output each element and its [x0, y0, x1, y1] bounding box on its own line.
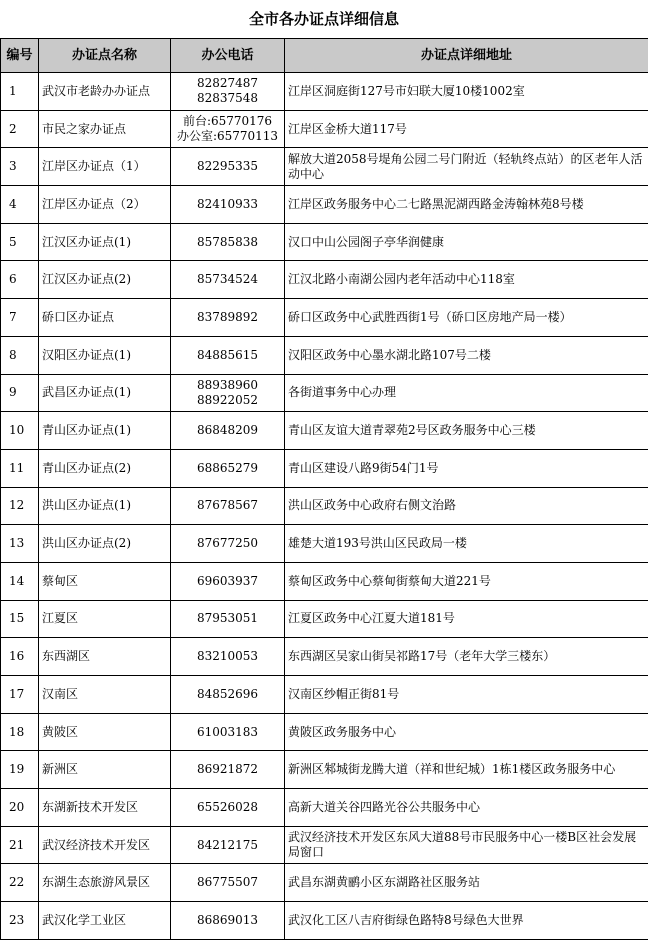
cell-address: 黄陂区政务服务中心: [285, 713, 648, 751]
phone-secondary: 88922052: [196, 392, 259, 407]
table-row: [1, 676, 648, 714]
cell-phone: [171, 562, 285, 600]
cell-phone: [171, 600, 285, 638]
cell-no: 3: [1, 148, 39, 186]
phone-secondary: 82837548: [196, 91, 259, 106]
cell-name: 东西湖区: [39, 638, 171, 676]
cell-no: 15: [1, 600, 39, 638]
phone-primary: 84852696: [196, 686, 259, 701]
cell-phone: [171, 676, 285, 714]
cell-phone: [171, 261, 285, 299]
page-title: 全市各办证点详细信息: [0, 0, 648, 39]
cell-name: 武汉市老龄办办证点: [39, 73, 171, 111]
office-table: [0, 38, 648, 940]
cell-no: 17: [1, 676, 39, 714]
cell-no: 8: [1, 336, 39, 374]
cell-address: 武昌东湖黄鹂小区东湖路社区服务站: [285, 864, 648, 902]
cell-phone: [171, 826, 285, 864]
cell-address: 洪山区政务中心政府右侧文治路: [285, 487, 648, 525]
cell-phone: [171, 223, 285, 261]
table-row: [1, 638, 648, 676]
cell-name: 东湖新技术开发区: [39, 789, 171, 827]
cell-phone: [171, 487, 285, 525]
cell-phone: [171, 299, 285, 337]
cell-no: 16: [1, 638, 39, 676]
table-row: [1, 826, 648, 864]
cell-name: 洪山区办证点(2): [39, 525, 171, 563]
cell-name: 市民之家办证点: [39, 110, 171, 148]
table-row: [1, 412, 648, 450]
cell-address: 青山区建设八路9街54门1号: [285, 449, 648, 487]
phone-primary: 84885615: [196, 347, 259, 362]
phone-primary: 69603937: [196, 573, 259, 588]
header-address: 办证点详细地址: [285, 39, 648, 73]
cell-address: 高新大道关谷四路光谷公共服务中心: [285, 789, 648, 827]
cell-address: 汉阳区政务中心墨水湖北路107号二楼: [285, 336, 648, 374]
table-row: [1, 713, 648, 751]
cell-address: 青山区友谊大道青翠苑2号区政务服务中心三楼: [285, 412, 648, 450]
cell-name: 武汉经济技术开发区: [39, 826, 171, 864]
phone-primary: 85785838: [196, 234, 259, 249]
table-row: [1, 336, 648, 374]
cell-name: 江汉区办证点(1): [39, 223, 171, 261]
cell-address: 江岸区金桥大道117号: [285, 110, 648, 148]
cell-no: 22: [1, 864, 39, 902]
header-no: 编号: [1, 39, 39, 73]
cell-no: 13: [1, 525, 39, 563]
cell-name: 江汉区办证点(2): [39, 261, 171, 299]
table-row: [1, 374, 648, 412]
phone-primary: 86775507: [196, 875, 259, 890]
cell-name: 武汉化学工业区: [39, 902, 171, 940]
table-row: [1, 223, 648, 261]
phone-primary: 61003183: [196, 724, 259, 739]
phone-primary: 82827487: [196, 76, 259, 91]
phone-primary: 82295335: [196, 159, 259, 174]
cell-address: 东西湖区吴家山街吴祁路17号（老年大学三楼东）: [285, 638, 648, 676]
cell-phone: [171, 374, 285, 412]
table-row: [1, 186, 648, 224]
cell-no: 7: [1, 299, 39, 337]
cell-phone: [171, 713, 285, 751]
cell-name: 江岸区办证点（2）: [39, 186, 171, 224]
cell-phone: [171, 789, 285, 827]
cell-phone: [171, 73, 285, 111]
phone-primary: 83210053: [196, 649, 259, 664]
phone-primary: 86869013: [196, 912, 259, 927]
cell-address: 蔡甸区政务中心蔡甸街蔡甸大道221号: [285, 562, 648, 600]
table-row: [1, 525, 648, 563]
cell-no: 2: [1, 110, 39, 148]
header-name: 办证点名称: [39, 39, 171, 73]
header-phone: 办公电话: [171, 39, 285, 73]
cell-no: 11: [1, 449, 39, 487]
cell-name: 青山区办证点(2): [39, 449, 171, 487]
table-row: [1, 789, 648, 827]
phone-primary: 82410933: [196, 196, 259, 211]
phone-primary: 前台:65770176: [182, 114, 273, 129]
cell-no: 12: [1, 487, 39, 525]
phone-primary: 87953051: [196, 611, 259, 626]
table-row: [1, 902, 648, 940]
phone-primary: 86921872: [196, 762, 259, 777]
table-row: [1, 110, 648, 148]
cell-no: 4: [1, 186, 39, 224]
table-row: [1, 449, 648, 487]
cell-name: 青山区办证点(1): [39, 412, 171, 450]
phone-primary: 68865279: [196, 460, 259, 475]
phone-primary: 83789892: [196, 309, 259, 324]
cell-phone: [171, 148, 285, 186]
table-row: [1, 864, 648, 902]
cell-address: 江夏区政务中心江夏大道181号: [285, 600, 648, 638]
cell-address: 武汉化工区八吉府街绿色路特8号绿色大世界: [285, 902, 648, 940]
phone-primary: 65526028: [196, 799, 259, 814]
phone-primary: 87678567: [196, 498, 259, 513]
cell-phone: [171, 186, 285, 224]
cell-no: 23: [1, 902, 39, 940]
table-row: [1, 148, 648, 186]
cell-phone: [171, 449, 285, 487]
cell-name: 江岸区办证点（1）: [39, 148, 171, 186]
cell-phone: [171, 864, 285, 902]
cell-name: 蔡甸区: [39, 562, 171, 600]
cell-no: 19: [1, 751, 39, 789]
cell-phone: [171, 751, 285, 789]
cell-name: 江夏区: [39, 600, 171, 638]
phone-primary: 86848209: [196, 423, 259, 438]
cell-address: 江岸区洞庭街127号市妇联大厦10楼1002室: [285, 73, 648, 111]
cell-address: 汉南区纱帽正街81号: [285, 676, 648, 714]
table-row: [1, 751, 648, 789]
cell-address: 新洲区邾城街龙腾大道（祥和世纪城）1栋1楼区政务服务中心: [285, 751, 648, 789]
cell-phone: [171, 412, 285, 450]
cell-name: 硚口区办证点: [39, 299, 171, 337]
phone-primary: 85734524: [196, 272, 259, 287]
cell-no: 20: [1, 789, 39, 827]
cell-phone: [171, 110, 285, 148]
table-row: [1, 562, 648, 600]
cell-address: 江汉北路小南湖公园内老年活动中心118室: [285, 261, 648, 299]
cell-address: 雄楚大道193号洪山区民政局一楼: [285, 525, 648, 563]
cell-name: 汉南区: [39, 676, 171, 714]
cell-phone: [171, 638, 285, 676]
table-row: [1, 73, 648, 111]
table-header-row: [1, 39, 648, 73]
cell-no: 5: [1, 223, 39, 261]
cell-address: 硚口区政务中心武胜西街1号（硚口区房地产局一楼）: [285, 299, 648, 337]
cell-no: 6: [1, 261, 39, 299]
cell-name: 黄陂区: [39, 713, 171, 751]
cell-address: 江岸区政务服务中心二七路黑泥湖西路金涛翰林苑8号楼: [285, 186, 648, 224]
table-row: [1, 299, 648, 337]
cell-no: 18: [1, 713, 39, 751]
cell-no: 14: [1, 562, 39, 600]
phone-secondary: 办公室:65770113: [176, 129, 279, 144]
cell-address: 各街道事务中心办理: [285, 374, 648, 412]
cell-phone: [171, 336, 285, 374]
cell-address: 解放大道2058号堤角公园二号门附近（轻轨终点站）的区老年人活动中心: [285, 148, 648, 186]
phone-primary: 88938960: [196, 377, 259, 392]
cell-name: 汉阳区办证点(1): [39, 336, 171, 374]
cell-name: 武昌区办证点(1): [39, 374, 171, 412]
phone-primary: 84212175: [196, 837, 259, 852]
cell-address: 汉口中山公园阁子亭华润健康: [285, 223, 648, 261]
cell-name: 新洲区: [39, 751, 171, 789]
cell-no: 10: [1, 412, 39, 450]
cell-no: 9: [1, 374, 39, 412]
cell-phone: [171, 902, 285, 940]
table-row: [1, 261, 648, 299]
phone-primary: 87677250: [196, 536, 259, 551]
cell-no: 21: [1, 826, 39, 864]
cell-no: 1: [1, 73, 39, 111]
cell-name: 东湖生态旅游风景区: [39, 864, 171, 902]
cell-phone: [171, 525, 285, 563]
table-row: [1, 600, 648, 638]
cell-address: 武汉经济技术开发区东风大道88号市民服务中心一楼B区社会发展局窗口: [285, 826, 648, 864]
table-row: [1, 487, 648, 525]
cell-name: 洪山区办证点(1): [39, 487, 171, 525]
